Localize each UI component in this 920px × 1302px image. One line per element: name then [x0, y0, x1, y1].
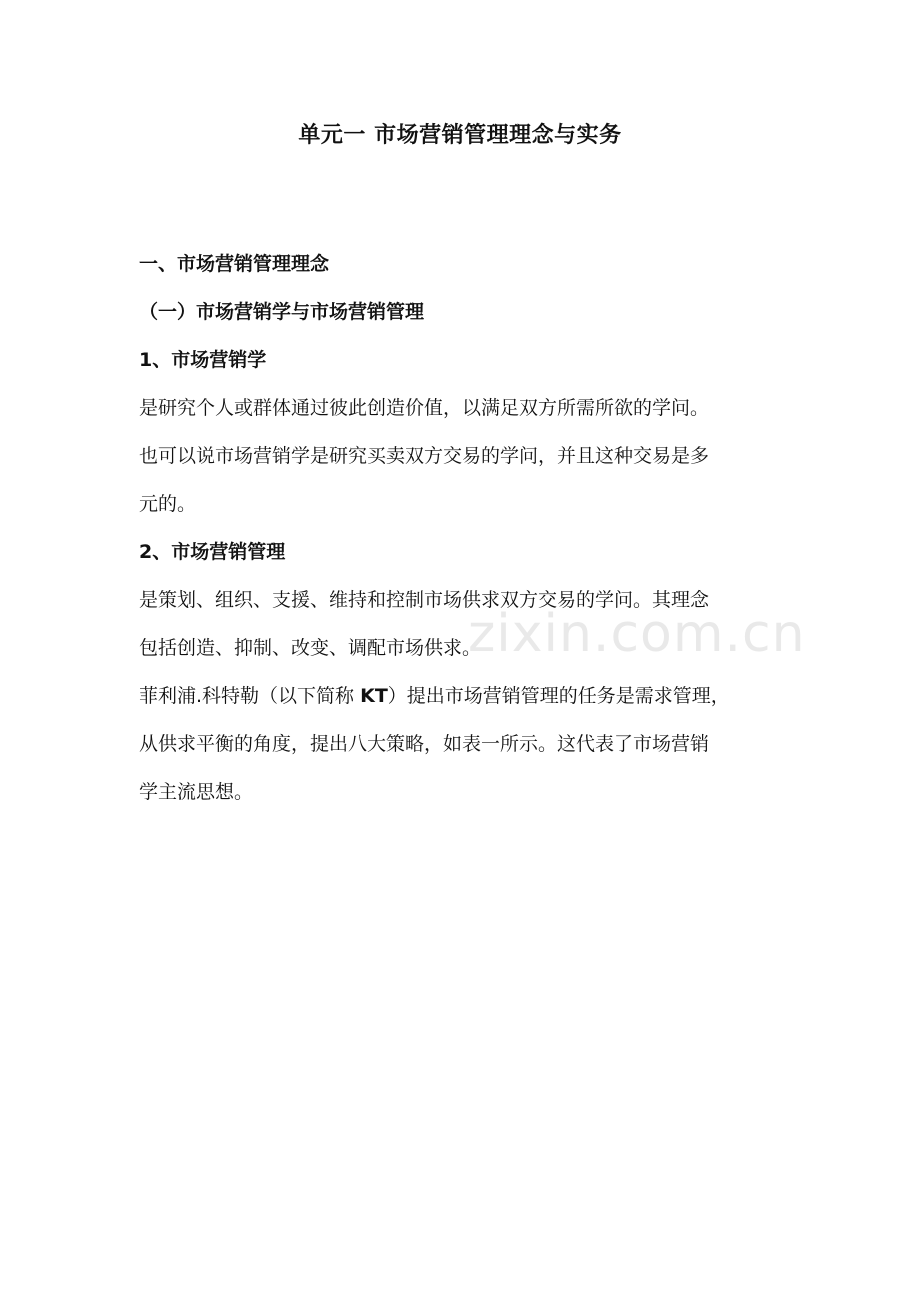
kt-prefix: 菲利浦.科特勒（以下简称	[139, 685, 361, 707]
paragraph-marketing-definition	[139, 384, 789, 528]
paragraph-line: 元的。	[139, 493, 197, 515]
paragraph-line: 从供求平衡的角度，提出八大策略，如表一所示。这代表了市场营销	[139, 733, 710, 755]
paragraph-line: 包括创造、抑制、改变、调配市场供求。	[139, 637, 482, 659]
subsection-heading: （一）市场营销学与市场营销管理	[139, 301, 425, 323]
watermark-text: zixin.com.cn	[468, 604, 806, 664]
item-heading-marketing: 1、市场营销学	[139, 349, 267, 371]
paragraph-line: 是策划、组织、支援、维持和控制市场供求双方交易的学问。其理念	[139, 589, 710, 611]
paragraph-line: 学主流思想。	[139, 781, 254, 803]
paragraph-line: 是研究个人或群体通过彼此创造价值，以满足双方所需所欲的学问。	[139, 397, 710, 419]
paragraph-line	[139, 672, 789, 720]
item-heading-marketing-management: 2、市场营销管理	[139, 541, 286, 563]
kt-suffix: ）提出市场营销管理的任务是需求管理，	[387, 685, 730, 707]
document-body	[139, 240, 789, 816]
document-title: 单元一 市场营销管理理念与实务	[298, 123, 622, 148]
paragraph-line: 也可以说市场营销学是研究买卖双方交易的学问，并且这种交易是多	[139, 445, 710, 467]
paragraph-kotler	[139, 672, 789, 816]
kt-abbreviation: KT	[360, 685, 388, 707]
section-heading: 一、市场营销管理理念	[139, 253, 330, 275]
paragraph-management-definition	[139, 576, 789, 672]
